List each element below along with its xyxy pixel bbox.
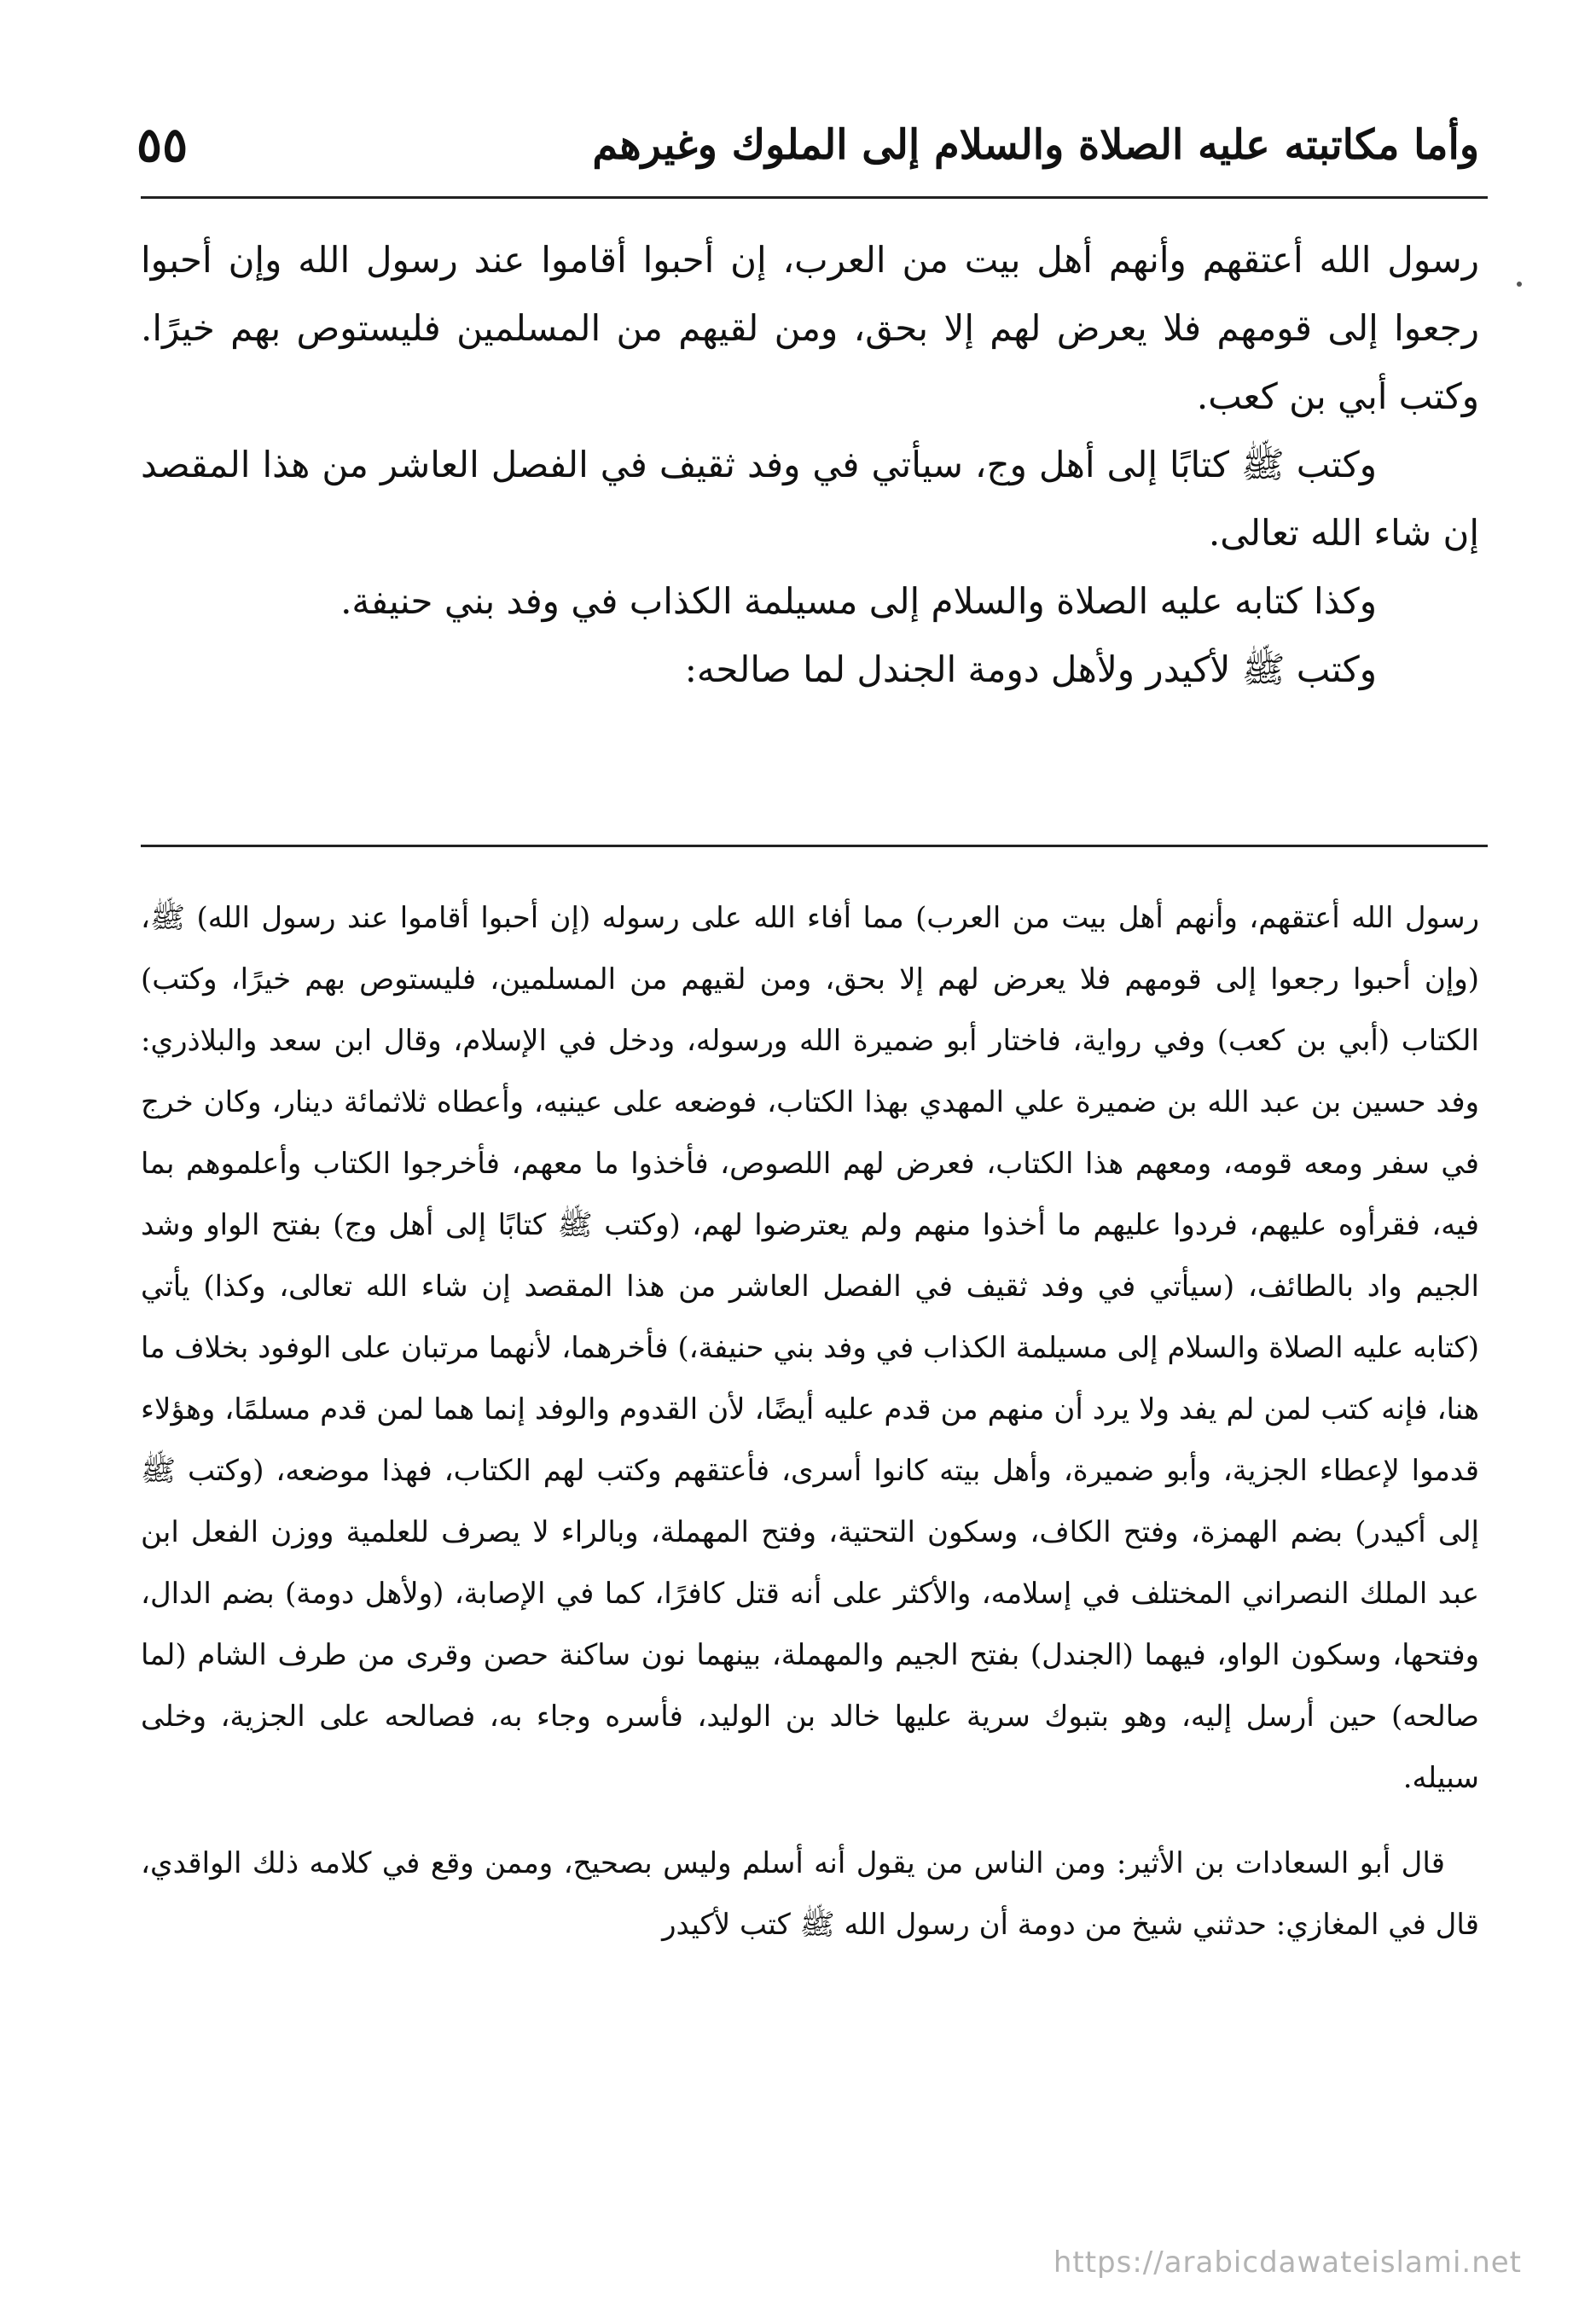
commentary-divider: [141, 845, 1488, 847]
header-divider: [141, 196, 1488, 199]
commentary-text: [141, 887, 1479, 1955]
page-header: [136, 98, 1479, 192]
margin-speck: [1517, 282, 1522, 287]
main-paragraph-2: وكتب ﷺ كتابًا إلى أهل وج، سيأتي في وفد ثقيف في الفصل العاشر من هذا المقصد إن شاء الله تعالى.: [141, 444, 1479, 554]
watermark-url: https://arabicdawateislami.net: [1053, 2246, 1522, 2280]
running-title: وأما مكاتبته عليه الصلاة والسلام إلى الملوك وغيرهم: [592, 121, 1479, 169]
commentary-paragraph-2: قال أبو السعادات بن الأثير: ومن الناس من يقول أنه أسلم وليس بصحيح، وممن وقع في كلامه ذلك الواقدي، قال في المغازي: حدثني شيخ من دومة أن رسول الله ﷺ كتب لأكيدر: [141, 1846, 1479, 1942]
commentary-paragraph-1: رسول الله أعتقهم، وأنهم أهل بيت من العرب) مما أفاء الله على رسوله (إن أحبوا أقاموا عند رسول الله) ﷺ، (وإن أحبوا رجعوا إلى قومهم فلا يعرض لهم إلا بحق، ومن لقيهم من المسلمين، فليستوص بهم خيرًا، وكتب) الكتاب (أبي بن كعب) وفي رواية، فاختار أبو ضميرة الله ورسوله، ودخل في الإسلام، وقال ابن سعد والبلاذري: وفد حسين بن عبد الله بن ضميرة علي المهدي بهذا الكتاب، فوضعه على عينيه، وأعطاه ثلاثمائة دينار، وكان خرج في سفر ومعه قومه، ومعهم هذا الكتاب، فعرض لهم اللصوص، فأخذوا ما معهم، فأخرجوا الكتاب وأعلموهم بما فيه، فقرأوه عليهم، فردوا عليهم ما أخذوا منهم ولم يعترضوا لهم، (وكتب ﷺ كتابًا إلى أهل وج) بفتح الواو وشد الجيم واد بالطائف، (سيأتي في وفد ثقيف في الفصل العاشر من هذا المقصد إن شاء الله تعالى، وكذا) يأتي (كتابه عليه الصلاة والسلام إلى مسيلمة الكذاب في وفد بني حنيفة،) فأخرهما، لأنهما مرتبان على الوفود بخلاف ما هنا، فإنه كتب لمن لم يفد ولا يرد أن منهم من قدم عليه أيضًا، لأن القدوم والوفد إنما هما لمن قدم مسلمًا، وهؤلاء قدموا لإعطاء الجزية، وأبو ضميرة، وأهل بيته كانوا أسرى، فأعتقهم وكتب لهم الكتاب، فهذا موضعه، (وكتب ﷺ إلى أكيدر) بضم الهمزة، وفتح الكاف، وسكون التحتية، وفتح المهملة، وبالراء لا يصرف للعلمية ووزن الفعل ابن عبد الملك النصراني المختلف في إسلامه، والأكثر على أنه قتل كافرًا، كما في الإصابة، (ولأهل دومة) بضم الدال، وفتحها، وسكون الواو، فيهما (الجندل) بفتح الجيم والمهملة، بينهما نون ساكنة حصن وقرى من طرف الشام (لما صالحه) حين أرسل إليه، وهو بتبوك سرية عليها خالد بن الوليد، فأسره وجاء به، فصالحه على الجزية، وخلى سبيله.: [141, 901, 1479, 1795]
page-number: ٥٥: [136, 117, 189, 173]
main-paragraph-4: وكتب ﷺ لأكيدر ولأهل دومة الجندل لما صالحه:: [684, 648, 1377, 690]
main-paragraph-3: وكذا كتابه عليه الصلاة والسلام إلى مسيلمة الكذاب في وفد بني حنيفة.: [340, 580, 1377, 622]
main-text: [141, 226, 1479, 704]
main-paragraph-1: رسول الله أعتقهم وأنهم أهل بيت من العرب، إن أحبوا أقاموا عند رسول الله وإن أحبوا رجعوا إلى قومهم فلا يعرض لهم إلا بحق، ومن لقيهم من المسلمين فليستوص بهم خيرًا. وكتب أبي بن كعب.: [141, 239, 1479, 417]
